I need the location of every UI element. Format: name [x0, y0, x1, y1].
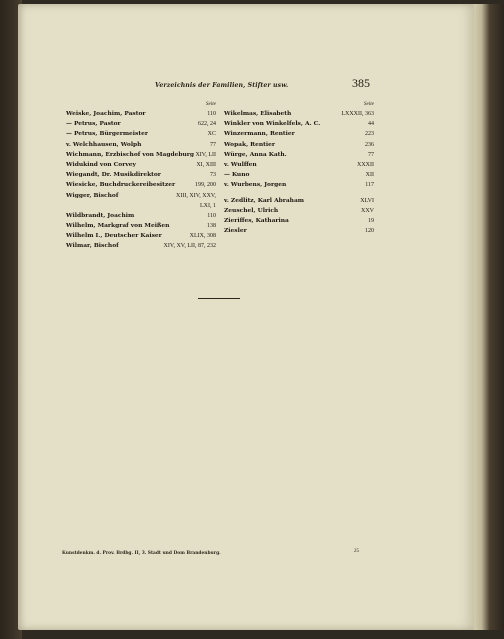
entry-name: Wildbrandt, Joachim — [66, 211, 135, 219]
book-page — [18, 4, 474, 630]
index-entry — [66, 241, 216, 251]
index-column-right — [224, 100, 374, 236]
index-entry — [66, 211, 216, 221]
index-entry — [224, 180, 374, 190]
entry-name: Zeuschel, Ulrich — [224, 206, 279, 214]
index-entry — [224, 170, 374, 180]
index-entry — [224, 109, 374, 119]
index-entry — [66, 140, 216, 150]
entry-page-ref: 236 — [365, 141, 374, 148]
entry-name: Wilhelm, Markgraf von Meißen — [66, 222, 170, 230]
entry-page-ref: LXXXII, 363 — [341, 111, 374, 117]
entry-name: Wikelmas, Elisabeth — [224, 110, 292, 117]
entry-name: Widukind von Corvey — [66, 160, 136, 168]
entry-page-ref: 199, 200 — [195, 182, 216, 189]
index-entry — [224, 150, 374, 160]
index-entry — [66, 160, 216, 170]
index-entry — [224, 216, 374, 226]
entry-page-ref: 77 — [368, 151, 374, 158]
entry-page-ref: XIV, LII — [195, 151, 216, 158]
entry-name: Wiegandt, Dr. Musikdirektor — [66, 171, 161, 179]
entry-page-ref: 19 — [368, 217, 374, 224]
entry-page-ref: XI, XIII — [196, 161, 216, 168]
entry-page-ref: XXV — [361, 207, 374, 214]
entry-name: Wigger, Bischof — [66, 191, 119, 199]
index-entry — [224, 140, 374, 150]
entry-name: Wopak, Rentier — [224, 140, 275, 148]
printer-signature: 25 — [354, 549, 359, 554]
entry-name: Weiske, Joachim, Pastor — [66, 110, 146, 117]
entry-page-ref: 622, 24 — [198, 121, 216, 128]
entry-name: Ziesler — [224, 227, 247, 235]
entry-name: — Petrus, Pastor — [66, 120, 121, 128]
entry-page-ref: LXI, 1 — [200, 202, 216, 209]
index-entry — [66, 109, 216, 119]
entry-page-ref: XLIX, 308 — [189, 233, 216, 240]
index-entry — [66, 129, 216, 139]
entry-page-ref: 73 — [210, 172, 216, 179]
entry-page-ref: XIII, XIV, XXV, — [176, 192, 216, 199]
seite-label: Seite — [205, 101, 216, 107]
index-entry — [66, 119, 216, 129]
footer-imprint: Kunstdenkm. d. Prov. Brdbg. II, 3. Stadt und Dom Brandenburg. — [62, 551, 221, 556]
index-entry — [66, 170, 216, 180]
index-entry — [224, 206, 374, 216]
index-entry — [224, 129, 374, 139]
index-entry — [224, 226, 374, 236]
entry-name: Winkler von Winkelfels, A. C. — [224, 120, 321, 128]
section-divider — [198, 298, 240, 299]
entry-name: Wilhelm I., Deutscher Kaiser — [66, 232, 162, 240]
entry-page-ref: XII — [365, 172, 374, 179]
seite-label: Seite — [363, 101, 374, 107]
index-column-left — [66, 100, 216, 252]
entry-page-ref: 117 — [365, 182, 374, 189]
entry-name: Würge, Anna Kath. — [224, 150, 287, 158]
entry-page-ref: 120 — [365, 228, 374, 235]
index-entry — [224, 160, 374, 170]
index-entry — [224, 119, 374, 129]
entry-name: Winzermann, Rentier — [224, 130, 295, 138]
index-entry — [66, 180, 216, 190]
entry-page-ref: 44 — [368, 121, 374, 128]
entry-name: — Petrus, Bürgermeister — [66, 130, 148, 138]
book-right-edge — [472, 4, 504, 630]
entry-name: v. Zedlitz, Karl Abraham — [224, 196, 305, 204]
index-entry — [66, 150, 216, 160]
entry-page-ref: 77 — [210, 141, 216, 148]
entry-page-ref: XXXII — [357, 161, 374, 168]
entry-page-ref: 110 — [207, 111, 216, 117]
entry-name: v. Welchhausen, Wolph — [66, 140, 142, 148]
entry-page-ref: XIV, XV, LII, 87, 232 — [163, 243, 216, 250]
entry-name: Wiesicke, Buchdruckereibesitzer — [66, 181, 176, 189]
page-number: 385 — [352, 76, 370, 90]
entry-page-ref: XLVI — [360, 197, 374, 204]
entry-name: Zieriffes, Katharina — [224, 216, 289, 224]
index-entry — [66, 221, 216, 231]
entry-page-ref: 110 — [207, 212, 216, 219]
entry-page-ref: 138 — [207, 223, 216, 230]
entry-name: v. Wulffen — [224, 160, 257, 168]
index-entry-continuation — [66, 201, 216, 211]
entry-name: v. Wurbens, Jorgen — [224, 181, 287, 189]
entry-page-ref: 223 — [365, 131, 374, 138]
entry-name: — Kuno — [224, 171, 250, 179]
running-header: Verzeichnis der Familien, Stifter usw. — [155, 82, 289, 89]
entry-page-ref: XC — [207, 131, 216, 138]
entry-name: Wilmar, Bischof — [66, 242, 119, 250]
index-entry — [66, 231, 216, 241]
entry-name: Wichmann, Erzbischof von Magdeburg — [66, 150, 194, 158]
index-entry — [66, 191, 216, 201]
index-entry — [224, 196, 374, 206]
